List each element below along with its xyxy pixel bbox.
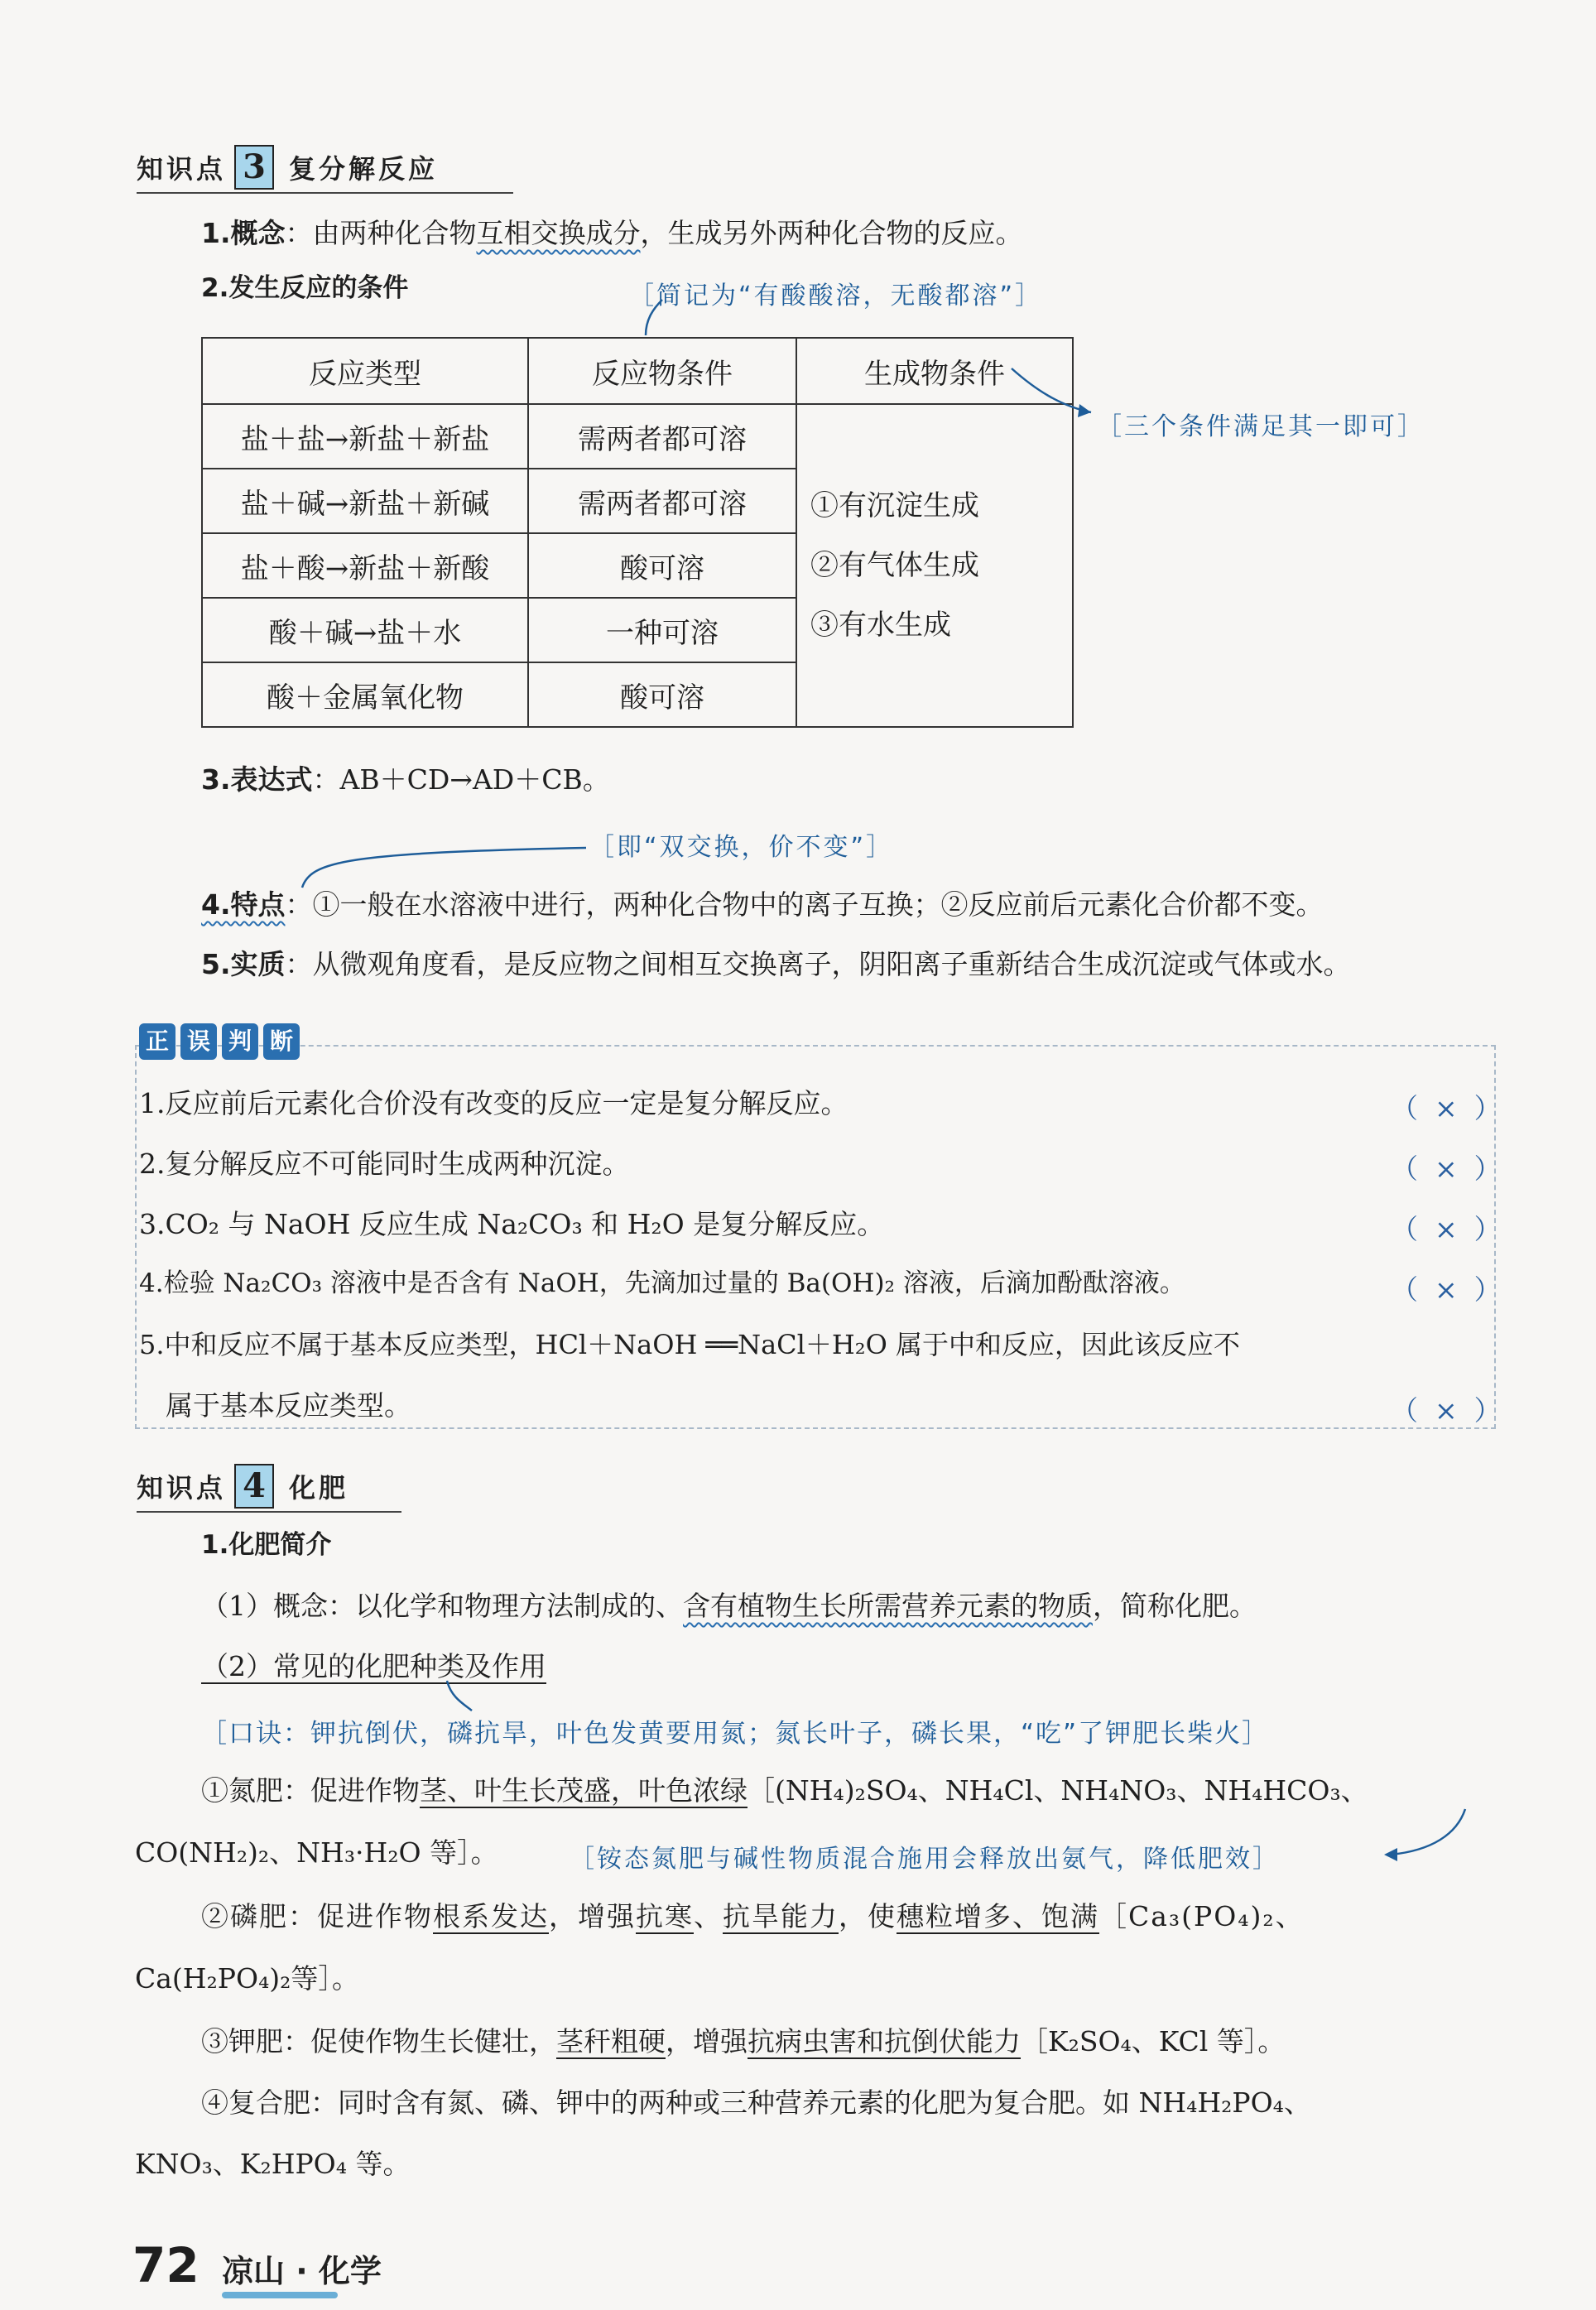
judge-item-continuation: 属于基本反应类型。 [166,1389,411,1422]
product-condition: ③有水生成 [810,609,951,642]
fertilizer-concept-end: ，简称化肥。 [1093,1590,1257,1622]
judge-item: 5.中和反应不属于基本反应类型，HCl＋NaOH ══NaCl＋H₂O 属于中和反应，因此该反应不 [139,1329,1241,1360]
section-title: 化肥 [289,1472,349,1504]
potassium-label: ③钾肥：促使作物生长健壮， [201,2025,556,2057]
potassium-effect: 茎秆粗硬 [556,2025,666,2057]
fertilizer-intro-heading: 1.化肥简介 [201,1530,332,1560]
note-rhyme: ［口诀：钾抗倒伏，磷抗旱，叶色发黄要用氮；氮长叶子，磷长果，“吃”了钾肥长柴火］ [201,1719,1270,1749]
judge-item: 3.CO₂ 与 NaOH 反应生成 Na₂CO₃ 和 H₂O 是复分解反应。 [139,1208,885,1240]
phosphorus-effect: 抗寒 [636,1900,694,1932]
table-cell: 盐＋碱→新盐＋新碱 [202,469,528,533]
tag-char: 误 [180,1023,217,1060]
tag-char: 正 [139,1023,175,1060]
table-cell: 酸可溶 [528,662,796,727]
potassium-effect: 抗病虫害和抗倒伏能力 [748,2025,1021,2057]
book-title: 凉山 · 化学 [222,2253,382,2289]
table-cell: 盐＋盐→新盐＋新盐 [202,404,528,469]
concept-keyword: 互相交换成分 [476,217,641,249]
nitrogen-examples: ［(NH₄)₂SO₄、NH₄Cl、NH₄NO₃、NH₄HCO₃、 [748,1774,1368,1807]
knowledge-point-label: 知识点 [137,1472,227,1504]
knowledge-point-label: 知识点 [137,153,227,185]
section-title: 复分解反应 [289,153,439,185]
judge-answer-mark: （×） [1391,1092,1518,1124]
potassium-examples: ［K₂SO₄、KCl 等］。 [1021,2025,1286,2057]
table-header: 生成物条件 [796,338,1073,404]
note-short: ［简记为“有酸酸溶，无酸都溶”］ [629,282,1043,310]
note-three-conditions: ［三个条件满足其一即可］ [1097,412,1425,441]
table-cell: 酸可溶 [528,533,796,598]
fertilizer-concept-text: （1）概念：以化学和物理方法制成的、 [201,1590,683,1622]
judge-answer-mark: （×） [1391,1213,1518,1245]
compound-fertilizer-line: ④复合肥：同时含有氮、磷、钾中的两种或三种营养元素的化肥为复合肥。如 NH₄H₂PO₄、 [201,2086,1311,2119]
concept-text: ：由两种化合物 [285,217,477,249]
judge-item: 4.检验 Na₂CO₃ 溶液中是否含有 NaOH，先滴加过量的 Ba(OH)₂ 溶液，后滴加酚酞溶液。 [139,1268,1185,1298]
section-number-badge: 3 [234,145,274,190]
product-condition: ①有沉淀生成 [810,489,979,522]
table-cell: 酸＋碱→盐＋水 [202,598,528,662]
table-header: 反应类型 [202,338,528,404]
table-header: 反应物条件 [528,338,796,404]
footer-accent-bar [222,2292,338,2298]
phosphorus-examples: ［Ca₃(PO₄)₂、 [1099,1900,1305,1932]
essence-text: ：从微观角度看，是反应物之间相互交换离子，阴阳离子重新结合生成沉淀或气体或水。 [285,948,1351,980]
feature-label: 4.特点 [201,888,286,921]
feature-text: ：①一般在水溶液中进行，两种化合物中的离子互换；②反应前后元素化合价都不变。 [285,888,1324,921]
potassium-text: ，增强 [666,2025,748,2057]
condition-heading: 2.发生反应的条件 [201,273,409,303]
judge-item: 1.反应前后元素化合价没有改变的反应一定是复分解反应。 [139,1087,848,1119]
product-condition: ②有气体生成 [810,549,979,582]
phosphorus-label: ②磷肥：促进作物 [201,1900,433,1932]
nitrogen-examples-cont: CO(NH₂)₂、NH₃·H₂O 等］。 [135,1836,498,1869]
phosphorus-text: 、 [694,1900,723,1932]
tag-char: 判 [222,1023,258,1060]
page-number: 72 [132,2237,200,2293]
phosphorus-text: ，增强 [549,1900,636,1932]
compound-fertilizer-line-2: KNO₃、K₂HPO₄ 等。 [135,2148,411,2180]
phosphorus-effect: 穗粒增多、饱满 [897,1900,1099,1932]
essence-label: 5.实质 [201,948,286,980]
concept-text-end: ，生成另外两种化合物的反应。 [640,217,1023,249]
judge-item: 2.复分解反应不可能同时生成两种沉淀。 [139,1148,630,1180]
fertilizer-concept-keyword: 含有植物生长所需营养元素的物质 [683,1590,1093,1622]
note-swap: ［即“双交换，价不变”］ [589,833,894,862]
phosphorus-examples-cont: Ca(H₂PO₄)₂等］。 [135,1962,359,1995]
concept-label: 1.概念 [201,217,286,249]
expression-text: ：AB＋CD→AD＋CB。 [312,763,610,796]
section-number-badge: 4 [234,1464,274,1509]
table-cell: 需两者都可溶 [528,469,796,533]
table-cell: 一种可溶 [528,598,796,662]
phosphorus-effect: 抗旱能力 [723,1900,839,1932]
phosphorus-effect: 根系发达 [433,1900,549,1932]
nitrogen-effect: 茎、叶生长茂盛，叶色浓绿 [420,1774,748,1807]
judge-answer-mark: （×） [1391,1394,1518,1427]
table-cell: 盐＋酸→新盐＋新酸 [202,533,528,598]
table-cell: 需两者都可溶 [528,404,796,469]
expression-label: 3.表达式 [201,763,313,796]
table-cell: 酸＋金属氧化物 [202,662,528,727]
tag-char: 断 [263,1023,300,1060]
judge-answer-mark: （×） [1391,1273,1518,1306]
note-ammonium: ［铵态氮肥与碱性物质混合施用会释放出氨气，降低肥效］ [570,1845,1280,1874]
phosphorus-text: ，使 [839,1900,897,1932]
nitrogen-label: ①氮肥：促进作物 [201,1774,420,1807]
fertilizer-types-text: （2）常见的化肥种类及作用 [201,1650,546,1682]
judge-answer-mark: （×） [1391,1153,1518,1185]
